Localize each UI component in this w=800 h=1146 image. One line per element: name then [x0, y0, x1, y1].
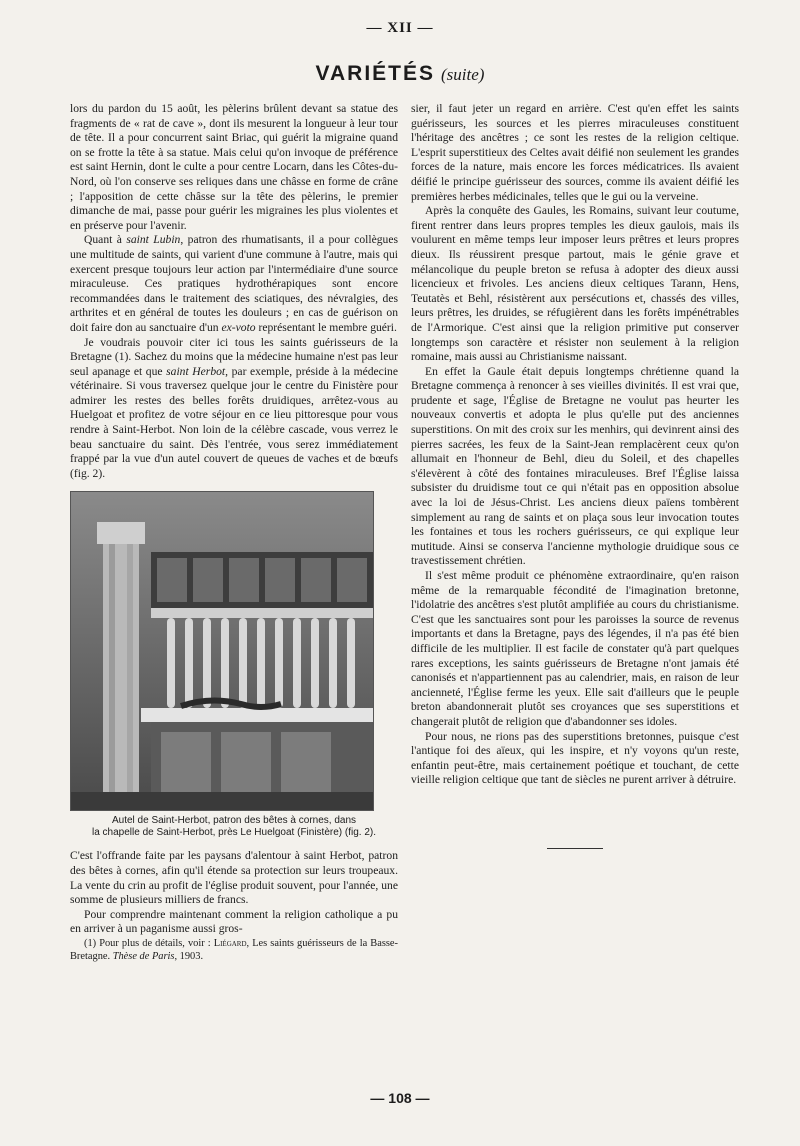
footnote-c: , 1903.: [174, 951, 204, 962]
p3-saint: saint Herbot: [166, 364, 226, 378]
p3-a: Je voudrais pouvoir citer ici tous les saints guérisseurs de la Bretagne (1). Sachez du moins que la médecine humaine n'est pas leur seul apanage et que: [70, 335, 398, 378]
title-suffix: (suite): [441, 65, 485, 84]
roman-page-number: — XII —: [366, 20, 434, 36]
left-paragraph-2: [70, 233, 398, 335]
p2-rest: , patron des rhumatisants, il a pour collègues une multitude de saints, qui varient d'une commune à l'autre, mais qui exercent presque toujours leur action par l'intermédiaire d'une source miraculeuse. Ces pratiques hydrothérapiques sont encore recommandées dans le traitement des sciatiques, des névralgies, des arthrites et en général de toutes les douleurs ; en cas de guérison on doit faire don au sanctuaire d'un: [70, 233, 398, 334]
right-paragraph-5: Pour nous, ne rions pas des superstitions bretonnes, puisque c'est l'antique foi des aïeux, qui les inspire, et n'y voyons qu'un reste, enfantin peut-être, mais certainement poétique et touchant, de cette vieille religion celtique que tant de siècles ne purent arriver à détruire.: [411, 729, 739, 787]
left-paragraph-4: C'est l'offrande faite par les paysans d'alentour à saint Herbot, patron des bêtes à cornes, afin qu'il étende sa protection sur leurs troupeaux. La vente du crin au profit de l'église produit souvent, pour l'année, une somme de plusieurs milliers de francs.: [70, 849, 398, 907]
footnote: [70, 937, 398, 963]
caption-line-1: Autel de Saint-Herbot, patron des bêtes à cornes, dans: [111, 815, 357, 827]
right-paragraph-1: sier, il faut jeter un regard en arrière. C'est qu'en effet les saints guérisseurs, les sources et les pierres miraculeuses constituent l'héritage des ancêtres ; ce sont les restes de la religion celtique. L'esprit superstitieux des Celtes avait déifié non seulement les grandes forces de la nature, mais encore les forces médicatrices. Ils avaient déifié le principe guérisseur des sources, comme ils avaient déifié les premières herbes médicinales, telles que le gui ou la verveine.: [411, 102, 739, 203]
left-column: [70, 102, 398, 963]
right-paragraph-4: Il s'est même produit ce phénomène extraordinaire, qu'en raison même de la remarquable fécondité de l'imagination bretonne, l'idolatrie des ancêtres s'est plutôt amplifiée au cours du christianisme. C'est que les sanctuaires sont pour les paroisses la source de revenus importants et dans la Bretagne, pays des légendes, il n'a pas été bien difficile de les multiplier. Il est facile de constater qu'à part quelques rares exceptions, les saints guérisseurs de Bretagne n'ont jamais été canonisés et n'appartiennent pas au calendrier, mais, en raison de leur ancienneté, l'Église ferme les yeux. Elle sait d'ailleurs que le peuple breton abandonnerait plutôt ses croyances que ses superstitions et changerait plutôt de religion que d'abandonner ses idoles.: [411, 569, 739, 728]
left-paragraph-1: lors du pardon du 15 août, les pèlerins brûlent devant sa statue des fragments de « rat de cave », dont ils mesurent la longueur à leur tour de tête. Il a pour concurrent saint Briac, qui guérit la migraine quand on se frotte la tête à sa statue. Mais celui qu'on invoque de préférence est saint Hernin, dont le culte a pour centre Locarn, dans les Côtes-du-Nord, où l'on conserve ses reliques dans une châsse en forme de crâne ; l'apposition de cette châsse sur la tête des pèlerins, le premier dimanche de mai, passe pour guérir les migraines les plus violentes et en préserve pour l'avenir.: [70, 102, 398, 232]
left-paragraph-5: Pour comprendre maintenant comment la religion catholique a pu en arriver à un paganisme aussi gros-: [70, 907, 398, 936]
right-paragraph-3: En effet la Gaule était depuis longtemps chrétienne quand la Bretagne commença à renoncer à ses vieilles divinités. Il est vrai que, prudente et sage, l'Église de Bretagne ne voulut pas heurter les nouveaux convertis et adopta le plus qu'elle put des anciennes superstitions. On mit des croix sur les menhirs, qui devinrent ainsi des pierres sacrées, les feux de la Saint-Jean remplacèrent ceux qu'on allumait en l'honneur de Behl, dieu du Soleil, et des chapelles s'élevèrent à côté des fontaines miraculeuses. Bref l'Église laissa subsister du druidisme tout ce qui n'était pas en opposition absolue avec la loi de Jésus-Christ. Les anciens dieux païens tombèrent simplement au rang de saints et on plaça sous leur invocation toutes les fontaines et tous les rochers guérisseurs, ce qui explique leur mutitude. Ainsi se conserva l'ancienne mythologie druidique sous ce travestissement chrétien.: [411, 364, 739, 568]
p2-lead: Quant à: [84, 233, 127, 247]
title-main: VARIÉTÉS: [315, 62, 436, 85]
end-separator: [547, 848, 603, 849]
footnote-b: , Les saints guérisseurs de la Basse-Bretagne.: [70, 938, 398, 962]
p3-b: , par exemple, préside à la médecine vétérinaire. Si vous traversez quelque jour le centre du Finistère pour admirer les restes des belles forêts druidiques, arrêtez-vous au Huelgoat et profitez de votre séjour en ce lieu pittoresque pour vous rendre à Saint-Herbot. Non loin de la célèbre cascade, vous verrez le beau sanctuaire du saint. Dès l'entrée, vous serez immédiatement frappé par la vue d'un autel couvert de queues de vaches et de bœufs (fig. 2).: [70, 364, 398, 480]
footnote-author: Liégard: [213, 938, 247, 949]
p2-end: représentant le membre guéri.: [255, 320, 397, 334]
footnote-thesis: Thèse de Paris: [112, 951, 175, 962]
article-title: [0, 62, 800, 86]
page-number: — 108 —: [370, 1090, 430, 1106]
p2-exvoto: ex-voto: [221, 320, 256, 334]
footnote-a: (1) Pour plus de détails, voir :: [84, 938, 214, 949]
caption-line-2: la chapelle de Saint-Herbot, près Le Huelgoat (Finistère) (fig. 2).: [91, 827, 377, 839]
altar-photo-illustration: [71, 492, 373, 810]
right-column: [411, 102, 739, 849]
altar-photograph: [70, 491, 374, 811]
figure-caption: [70, 815, 398, 839]
left-paragraph-3: [70, 336, 398, 482]
right-paragraph-2: Après la conquête des Gaules, les Romains, suivant leur coutume, firent rentrer dans leurs propres temples les dieux gaulois, mais ils voulurent en même temps leur imposer leurs prêtres et leurs propres dieux. Ils réussirent presque partout, mais le génie grave et mélancolique du peuple breton se refusa à adopter des dieux aussi licencieux et frivoles. Les anciens dieux celtiques Tarann, Hens, Teutatès et Behl, résistèrent aux persécutions et, chassés des villes, leurs prêtres, les druides, se réfugièrent dans les forêts impénétrables de l'Armorique. C'est ainsi que la religion primitive put conserver longtemps son caractère et résister non seulement à la religion romaine, mais aussi au Christianisme naissant.: [411, 204, 739, 364]
p2-saint: saint Lubin: [126, 233, 181, 247]
